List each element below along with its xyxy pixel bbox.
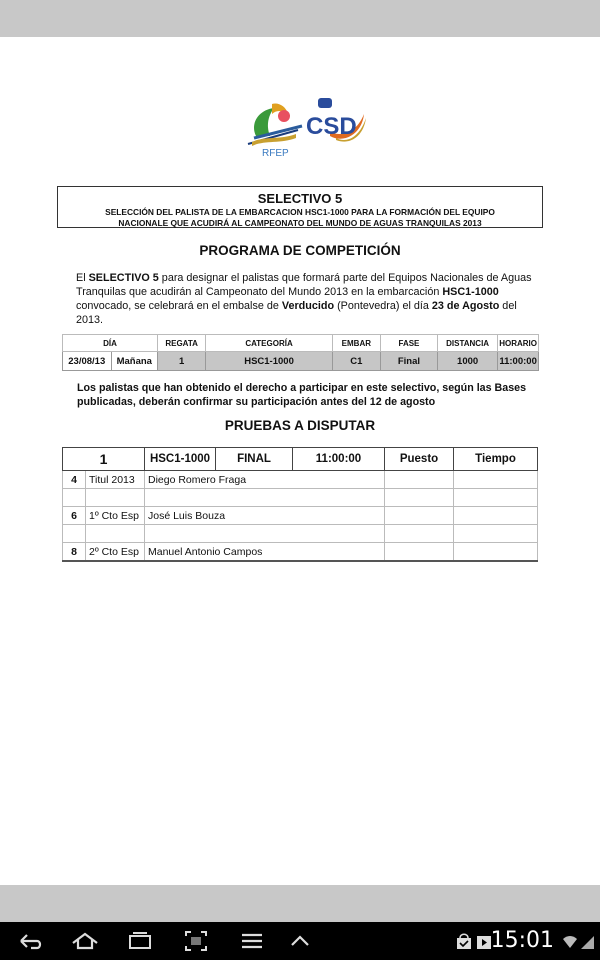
athlete-name: Manuel Antonio Campos [145, 543, 385, 562]
clock: 15:01 [490, 928, 554, 953]
table-row [63, 507, 538, 525]
schedule-header-horario: HORARIO [498, 335, 539, 352]
merit: 1º Cto Esp [86, 507, 145, 525]
intro-text-2: para designar el palistas que formará parte del Equipos Nacionales de Aguas Tranquilas que acudirán al Campeonato del Mundo 2013 en la embarcación [76, 272, 532, 298]
athlete-name [145, 489, 385, 507]
schedule-date: 23/08/13 [63, 352, 112, 371]
document-subtitle-line-1: SELECCIÓN DEL PALISTA DE LA EMBARCACION HSC1-1000 PARA LA FORMACIÓN DEL EQUIPO [105, 207, 495, 217]
athlete-name [145, 525, 385, 543]
puesto-cell [385, 489, 454, 507]
confirmation-notice: Los palistas que han obtenido el derecho a participar en este selectivo, según las Bases publicadas, deberán confirmar su participación antes del 12 de agosto [77, 382, 527, 408]
document-title-box [57, 186, 543, 228]
schedule-regata: 1 [158, 352, 206, 371]
tiempo-cell [454, 543, 538, 562]
lane-number [63, 525, 86, 543]
schedule-horario: 11:00:00 [498, 352, 539, 371]
intro-text-3: convocado, se celebrará en el embalse de [76, 300, 282, 312]
schedule-categoria: HSC1-1000 [206, 352, 333, 371]
system-navigation-bar [0, 922, 600, 960]
tiempo-cell [454, 489, 538, 507]
intro-bold-venue: Verducido [281, 300, 335, 312]
schedule-header-fase: FASE [380, 335, 437, 352]
schedule-distancia: 1000 [438, 352, 498, 371]
schedule-header-dia: DÍA [63, 335, 158, 352]
athlete-name: Diego Romero Fraga [145, 471, 385, 489]
athlete-name: José Luis Bouza [145, 507, 385, 525]
intro-bold-selectivo: SELECTIVO 5 [88, 272, 159, 284]
document-title: SELECTIVO 5 [257, 191, 343, 206]
program-heading: PROGRAMA DE COMPETICIÓN [199, 243, 401, 258]
puesto-cell [385, 507, 454, 525]
schedule-row [63, 352, 539, 371]
puesto-cell [385, 543, 454, 562]
top-gray-bar [0, 0, 600, 37]
home-icon[interactable] [65, 926, 105, 956]
table-row [63, 471, 538, 489]
merit [86, 525, 145, 543]
intro-bold-boat: HSC1-1000 [442, 286, 499, 298]
play-store-icon [476, 932, 492, 955]
pruebas-header-row [63, 448, 538, 471]
recent-apps-icon[interactable] [120, 926, 160, 956]
table-row [63, 525, 538, 543]
merit [86, 489, 145, 507]
pruebas-puesto-header: Puesto [385, 448, 454, 471]
puesto-cell [385, 525, 454, 543]
svg-text:RFEP: RFEP [262, 148, 289, 159]
schedule-embar: C1 [332, 352, 380, 371]
lane-number: 8 [63, 543, 86, 562]
pruebas-tiempo-header: Tiempo [454, 448, 538, 471]
table-row [63, 543, 538, 562]
schedule-header-distancia: DISTANCIA [438, 335, 498, 352]
pruebas-fase: FINAL [216, 448, 293, 471]
signal-icon [580, 932, 596, 955]
lane-number [63, 489, 86, 507]
schedule-header-regata: REGATA [158, 335, 206, 352]
document-subtitle-line-2: NACIONALE QUE ACUDIRÁ AL CAMPEONATO DEL MUNDO DE AGUAS TRANQUILAS 2013 [118, 218, 482, 228]
merit: 2º Cto Esp [86, 543, 145, 562]
pruebas-table [62, 447, 538, 562]
back-icon[interactable] [10, 926, 50, 956]
intro-bold-date: 23 de Agosto [431, 300, 500, 312]
pruebas-horario: 11:00:00 [293, 448, 385, 471]
intro-paragraph [76, 271, 544, 327]
puesto-cell [385, 471, 454, 489]
pruebas-heading: PRUEBAS A DISPUTAR [224, 418, 376, 433]
tiempo-cell [454, 525, 538, 543]
screenshot-icon[interactable] [176, 926, 216, 956]
schedule-header-row [63, 335, 539, 352]
intro-text-5: del 2013. [76, 300, 517, 326]
table-row [63, 489, 538, 507]
shopping-bag-icon [456, 932, 472, 955]
tiempo-cell [454, 471, 538, 489]
menu-icon[interactable] [232, 926, 272, 956]
tiempo-cell [454, 507, 538, 525]
lane-number: 4 [63, 471, 86, 489]
pruebas-categoria: HSC1-1000 [145, 448, 216, 471]
schedule-header-embar: EMBAR [332, 335, 380, 352]
schedule-fase: Final [380, 352, 437, 371]
up-icon[interactable] [280, 926, 320, 956]
schedule-period: Mañana [111, 352, 158, 371]
schedule-header-categoria: CATEGORÍA [206, 335, 333, 352]
pruebas-regata: 1 [63, 448, 145, 471]
intro-text-1: El [76, 272, 89, 284]
merit: Titul 2013 [86, 471, 145, 489]
wifi-icon [562, 932, 578, 955]
federation-logos [244, 96, 368, 160]
schedule-table [62, 334, 539, 371]
lane-number: 6 [63, 507, 86, 525]
bottom-gray-bar [0, 885, 600, 922]
svg-text:CSD: CSD [306, 113, 357, 140]
intro-text-4: (Pontevedra) el día [334, 300, 432, 312]
